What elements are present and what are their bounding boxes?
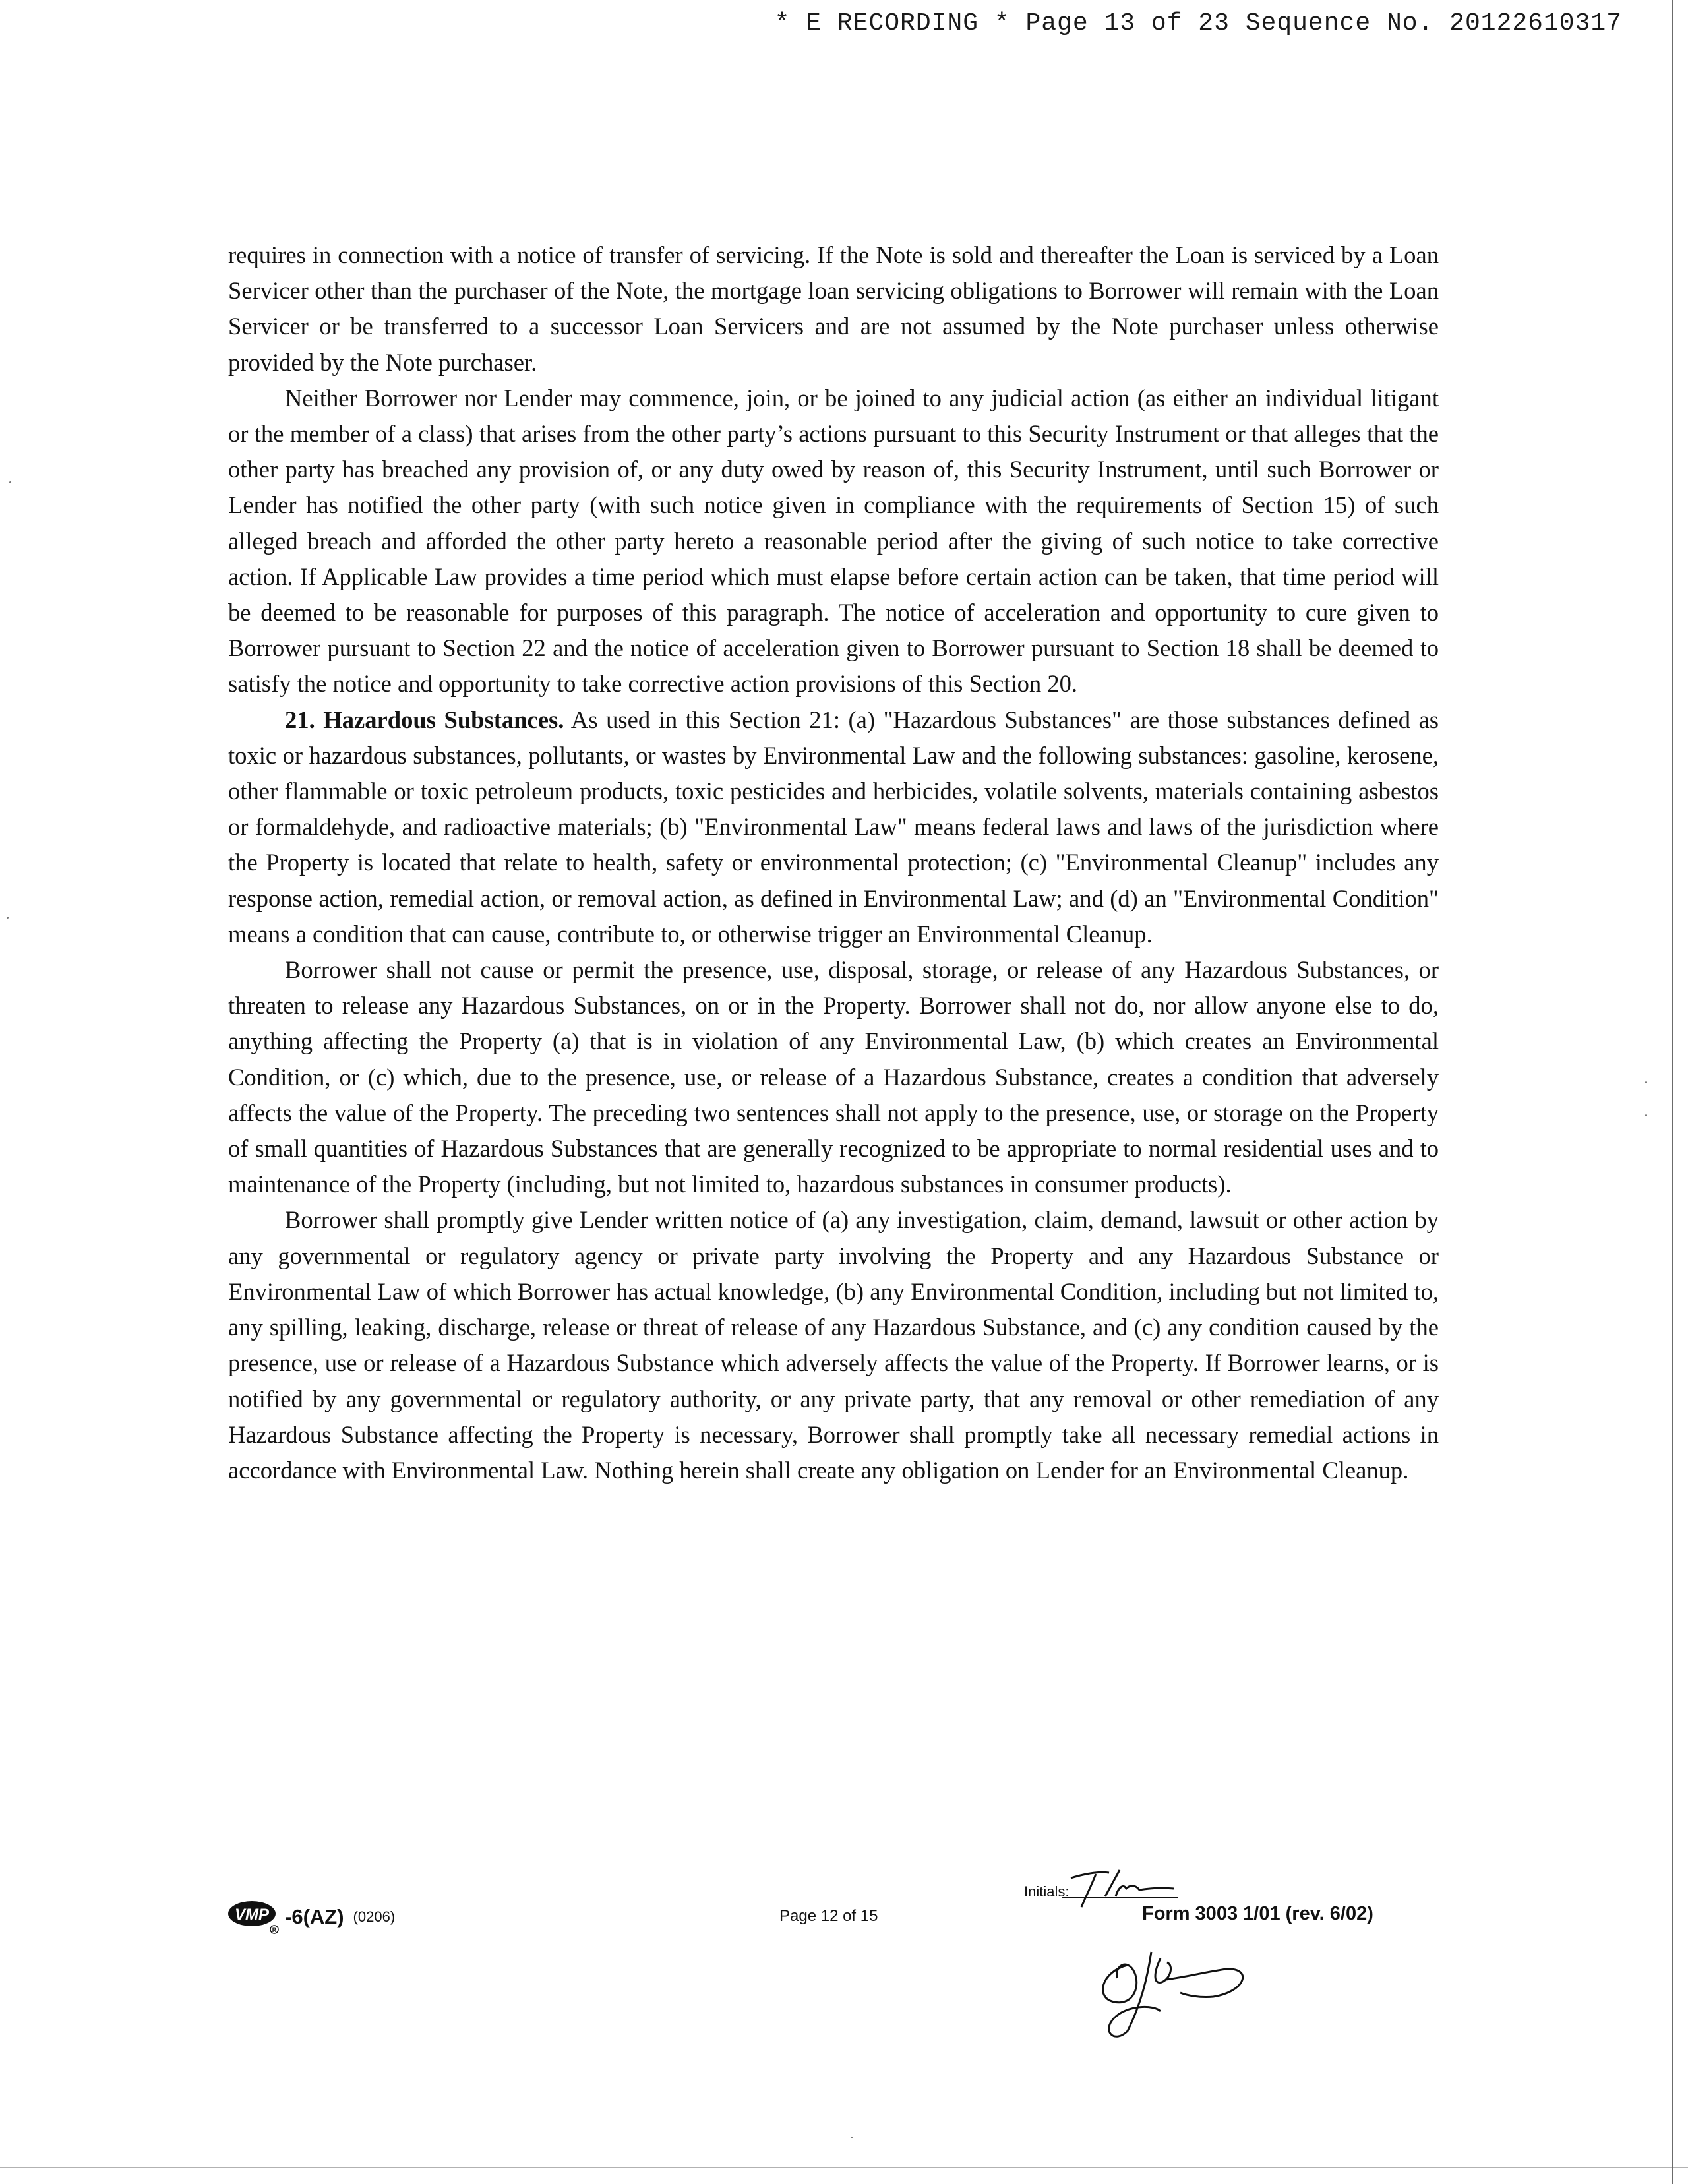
paragraph-transfer-of-servicing: requires in connection with a notice of transfer of servicing. If the Note is sold and thereafter the Loan is serviced by a Loan Servicer other than the purchaser of the Note, the mortgage loan servicing obligations to Borrower will remain with the Loan Servicer or be transferred to a successor Loan Servicers and are not assumed by the Note purchaser unless otherwise provided by the Note purchaser. [228,241,1439,376]
handwritten-signature [1088,1939,1259,2044]
page-number: Page 12 of 15 [779,1907,878,1925]
form-code: -6(AZ) [285,1905,344,1928]
scan-artifact [7,917,9,919]
recording-stamp: * E RECORDING * Page 13 of 23 Sequence No. 20122610317 [774,9,1622,38]
scan-edge-right [1672,0,1673,2184]
vmp-logo-text: VMP [234,1906,270,1924]
scan-artifact [1645,1081,1647,1083]
paragraph-hazardous-presence: Borrower shall not cause or permit the presence, use, disposal, storage, or release of any Hazardous Substances, or threaten to release any Hazardous Substances, on or in the Property. Borrower shall not do, nor allow anyone else to do, anything affecting the Property (a) that is in violation of any Environmental Law, (b) which creates an Environmental Condition, or (c) which, due to the presence, use, or release of a Hazardous Substance, creates a condition that adversely affects the value of the Property. The preceding two sentences shall not apply to the presence, use, or storage on the Property of small quantities of Hazardous Substances that are generally recognized to be appropriate to normal residential uses and to maintenance of the Property (including, but not limited to, hazardous substances in consumer products). [228,956,1439,1198]
section-21-heading: 21. Hazardous Substances. [285,706,564,733]
form-name: Form 3003 1/01 (rev. 6/02) [1142,1903,1373,1924]
vmp-logo-icon [227,1899,281,1935]
document-body [228,237,1439,1488]
footer-form-id [227,1899,395,1935]
scan-edge-bottom [0,2167,1688,2168]
initials-label: Initials: [1024,1883,1070,1900]
scan-artifact [1645,1114,1647,1116]
scan-artifact [9,481,11,483]
svg-text:R: R [272,1927,277,1933]
paragraph-hazardous-notice: Borrower shall promptly give Lender written notice of (a) any investigation, claim, demand, lawsuit or other action by any governmental or regulatory agency or private party involving the Property and any Hazardous Substance or Environmental Law of which Borrower has actual knowledge, (b) any Environmental Condition, including but not limited to, any spilling, leaking, discharge, release or threat of release of any Hazardous Substance, and (c) any condition caused by the presence, use or release of a Hazardous Substance which adversely affects the value of the Property. If Borrower learns, or is notified by any governmental or regulatory authority, or any private party, that any removal or other remediation of any Hazardous Substance affecting the Property is necessary, Borrower shall promptly take all necessary remedial actions in accordance with Environmental Law. Nothing herein shall create any obligation on Lender for an Environmental Cleanup. [228,1206,1439,1484]
scan-artifact [851,2137,853,2138]
section-21-text: As used in this Section 21: (a) "Hazardous Substances" are those substances defined as toxic or hazardous substances, pollutants, or wastes by Environmental Law and the following substances: gasoline, kerosene, other flammable or toxic petroleum products, toxic pesticides and herbicides, volatile solvents, materials containing asbestos or formaldehyde, and radioactive materials; (b) "Environmental Law" means federal laws and laws of the jurisdiction where the Property is located that relate to health, safety or environmental protection; (c) "Environmental Cleanup" includes any response action, remedial action, or removal action, as defined in Environmental Law; and (d) an "Environmental Condition" means a condition that can cause, contribute to, or otherwise trigger an Environmental Cleanup. [228,706,1439,948]
form-number: (0206) [353,1908,396,1925]
paragraph-section-21 [228,702,1439,952]
paragraph-judicial-action: Neither Borrower nor Lender may commence, join, or be joined to any judicial action (as either an individual litigant or the member of a class) that arises from the other party’s actions pursuant to this Security Instrument or that alleges that the other party has breached any provision of, or any duty owed by reason of, this Security Instrument, until such Borrower or Lender has notified the other party (with such notice given in compliance with the requirements of Section 15) of such alleged breach and afforded the other party hereto a reasonable period after the giving of such notice to take corrective action. If Applicable Law provides a time period which must elapse before certain action can be taken, that time period will be deemed to be reasonable for purposes of this paragraph. The notice of acceleration and opportunity to cure given to Borrower pursuant to Section 22 and the notice of acceleration given to Borrower pursuant to Section 18 shall be deemed to satisfy the notice and opportunity to take corrective action provisions of this Section 20. [228,384,1439,698]
